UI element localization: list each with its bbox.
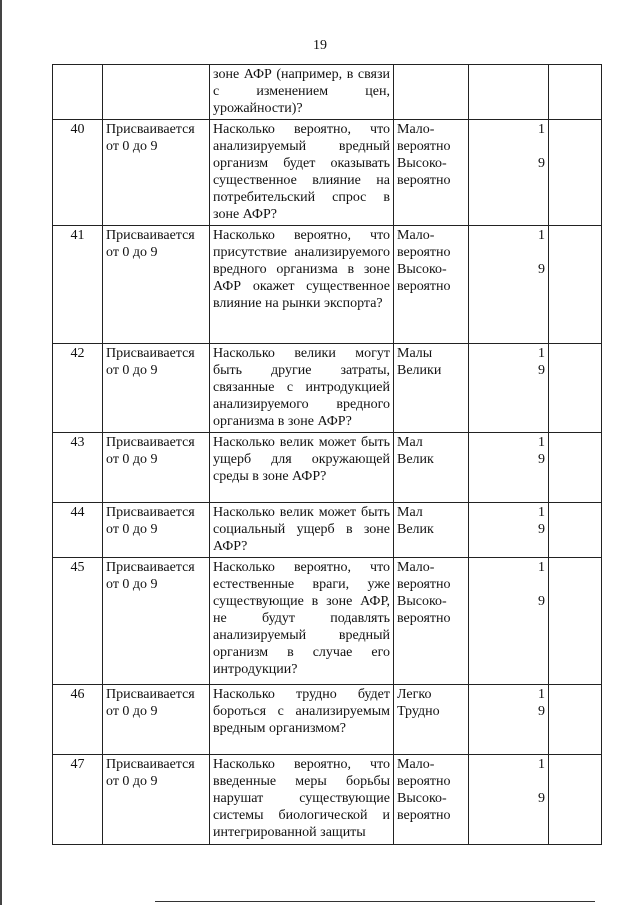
- scale-label: Малы: [397, 346, 433, 361]
- scale-labels: [394, 755, 469, 845]
- empty-cell: [549, 433, 602, 503]
- assignment-text: Присваивается от 0 до 9: [103, 433, 210, 503]
- assignment-text: Присваивается от 0 до 9: [103, 755, 210, 845]
- score-value: 1: [538, 757, 545, 772]
- scale-label: вероятно: [397, 279, 451, 294]
- score-value: 9: [538, 594, 545, 609]
- score-values: [469, 755, 549, 845]
- row-number: 43: [53, 433, 103, 503]
- score-values: [469, 120, 549, 226]
- empty-cell: [549, 755, 602, 845]
- empty-cell: [549, 226, 602, 344]
- scale-label: Велики: [397, 363, 442, 378]
- score-value: 9: [538, 363, 545, 378]
- row-number: [53, 65, 103, 120]
- score-values: [469, 344, 549, 433]
- scale-label: Мало-: [397, 228, 435, 243]
- score-value: 9: [538, 452, 545, 467]
- table-row: [53, 65, 602, 120]
- question-text: зоне АФР (например, в связи с изменением цен, урожайности)?: [210, 65, 394, 120]
- score-value: 9: [538, 262, 545, 277]
- scale-label: Велик: [397, 522, 434, 537]
- score-value: 9: [538, 522, 545, 537]
- scale-label: Мал: [397, 505, 423, 520]
- page-number: 19: [313, 38, 327, 53]
- scale-label: Высоко-: [397, 262, 447, 277]
- scale-labels: [394, 344, 469, 433]
- empty-cell: [549, 65, 602, 120]
- row-number: 44: [53, 503, 103, 558]
- table-row: [53, 226, 602, 344]
- question-text: Насколько трудно будет бороться с анализируемым вредным организмом?: [210, 685, 394, 755]
- score-value: 9: [538, 791, 545, 806]
- score-values: [469, 226, 549, 344]
- row-number: 41: [53, 226, 103, 344]
- score-spacer: [472, 773, 545, 790]
- score-value: 1: [538, 435, 545, 450]
- scale-label: Высоко-: [397, 156, 447, 171]
- score-values: [469, 503, 549, 558]
- score-values: [469, 433, 549, 503]
- assignment-text: Присваивается от 0 до 9: [103, 685, 210, 755]
- score-value: 9: [538, 704, 545, 719]
- row-number: 47: [53, 755, 103, 845]
- score-value: 1: [538, 346, 545, 361]
- row-number: 40: [53, 120, 103, 226]
- assignment-text: Присваивается от 0 до 9: [103, 558, 210, 685]
- scale-label: вероятно: [397, 611, 451, 626]
- assignment-text: Присваивается от 0 до 9: [103, 120, 210, 226]
- score-spacer: [472, 244, 545, 261]
- scale-label: вероятно: [397, 577, 451, 592]
- score-value: 1: [538, 560, 545, 575]
- scale-label: Мало-: [397, 122, 435, 137]
- scale-label: Мал: [397, 435, 423, 450]
- scale-label: вероятно: [397, 808, 451, 823]
- empty-cell: [549, 503, 602, 558]
- row-number: 45: [53, 558, 103, 685]
- table-row: [53, 503, 602, 558]
- question-text: Насколько вероятно, что присутствие анализируемого вредного организма в зоне АФР окажет существенное влияние на рынки экспорта?: [210, 226, 394, 344]
- scale-label: Мало-: [397, 757, 435, 772]
- scale-label: Велик: [397, 452, 434, 467]
- question-text: Насколько вероятно, что введенные меры борьбы нарушат существующие системы биологической и интегрированной защиты: [210, 755, 394, 845]
- score-value: 9: [538, 156, 545, 171]
- empty-cell: [549, 344, 602, 433]
- scale-labels: [394, 685, 469, 755]
- score-values: [469, 685, 549, 755]
- question-text: Насколько вероятно, что естественные враги, уже существующие в зоне АФР, не будут подавлять анализируемый вредный организм в случае его интродукции?: [210, 558, 394, 685]
- row-number: 46: [53, 685, 103, 755]
- criteria-table: [52, 64, 602, 845]
- assignment-text: Присваивается от 0 до 9: [103, 344, 210, 433]
- assignment-text: Присваивается от 0 до 9: [103, 226, 210, 344]
- bottom-cut-line: [155, 901, 595, 902]
- empty-cell: [549, 685, 602, 755]
- question-text: Насколько велики могут быть другие затраты, связанные с интродукцией анализируемого вредного организма в зоне АФР?: [210, 344, 394, 433]
- score-value: 1: [538, 228, 545, 243]
- table-row: [53, 755, 602, 845]
- scale-label: Высоко-: [397, 791, 447, 806]
- score-value: 1: [538, 122, 545, 137]
- criteria-table-body: [53, 65, 602, 845]
- score-spacer: [472, 576, 545, 593]
- scale-labels: [394, 433, 469, 503]
- table-row: [53, 685, 602, 755]
- question-text: Насколько вероятно, что анализируемый вредный организм будет оказывать существенное влияние на потребительский спрос в зоне АФР?: [210, 120, 394, 226]
- scale-labels: [394, 503, 469, 558]
- scale-label: Мало-: [397, 560, 435, 575]
- score-value: 1: [538, 505, 545, 520]
- empty-cell: [549, 558, 602, 685]
- scale-labels: [394, 558, 469, 685]
- scale-label: вероятно: [397, 774, 451, 789]
- scale-label: вероятно: [397, 173, 451, 188]
- scale-label: вероятно: [397, 139, 451, 154]
- score-values: [469, 558, 549, 685]
- score-value: 1: [538, 687, 545, 702]
- empty-cell: [549, 120, 602, 226]
- row-number: 42: [53, 344, 103, 433]
- assignment-text: Присваивается от 0 до 9: [103, 503, 210, 558]
- scale-labels: [394, 65, 469, 120]
- table-row: [53, 558, 602, 685]
- scale-label: Трудно: [397, 704, 440, 719]
- table-row: [53, 344, 602, 433]
- question-text: Насколько велик может быть социальный ущерб в зоне АФР?: [210, 503, 394, 558]
- assignment-text: [103, 65, 210, 120]
- scale-labels: [394, 226, 469, 344]
- scan-left-edge: [0, 0, 2, 905]
- score-values: [469, 65, 549, 120]
- scale-label: Легко: [397, 687, 432, 702]
- table-row: [53, 433, 602, 503]
- scale-label: Высоко-: [397, 594, 447, 609]
- scale-labels: [394, 120, 469, 226]
- table-row: [53, 120, 602, 226]
- scale-label: вероятно: [397, 245, 451, 260]
- score-spacer: [472, 138, 545, 155]
- question-text: Насколько велик может быть ущерб для окружающей среды в зоне АФР?: [210, 433, 394, 503]
